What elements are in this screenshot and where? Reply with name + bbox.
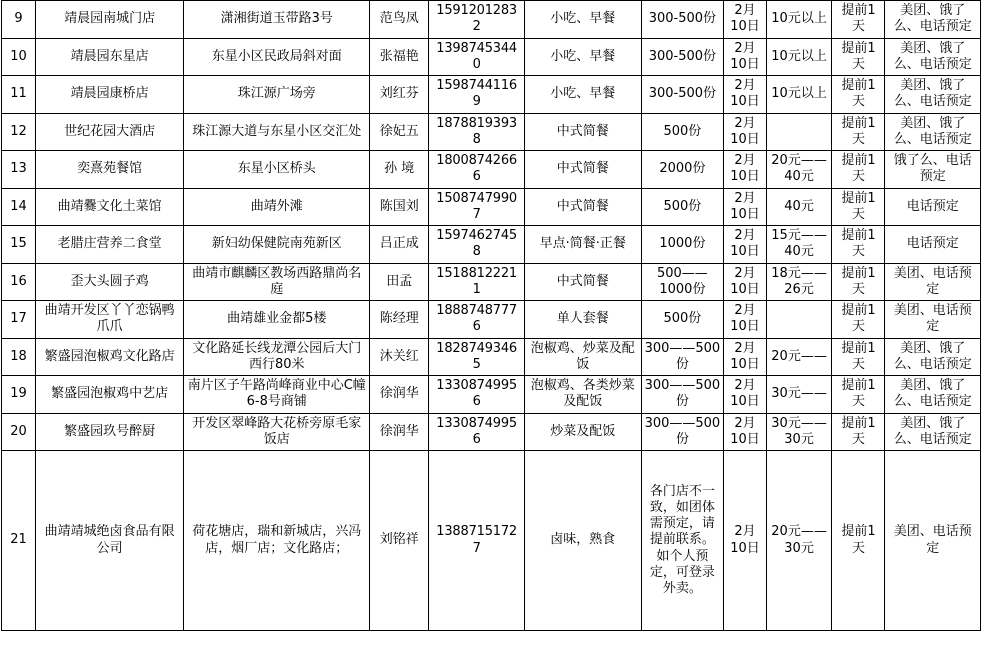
cell-store-name: 曲靖爨文化土菜馆 — [35, 188, 183, 226]
cell-phone: 18887487776 — [429, 301, 524, 339]
cell-supply-type: 早点·简餐·正餐 — [524, 226, 641, 264]
cell-store-name: 曲靖靖城绝卤食品有限公司 — [35, 451, 183, 631]
cell-price: 15元——40元 — [766, 226, 832, 264]
table-row — [2, 113, 981, 151]
cell-supply-type: 中式简餐 — [524, 151, 641, 189]
cell-contact: 陈经理 — [370, 301, 429, 339]
cell-date: 2月10日 — [724, 451, 766, 631]
cell-price: 10元以上 — [766, 76, 832, 114]
cell-order-method: 美团、饿了么、电话预定 — [885, 1, 981, 39]
cell-no: 20 — [2, 413, 36, 451]
cell-address: 珠江源大道与东星小区交汇处 — [184, 113, 370, 151]
cell-supply-amount: 300-500份 — [641, 38, 724, 76]
cell-supply-type: 中式简餐 — [524, 263, 641, 301]
cell-phone: 13987453440 — [429, 38, 524, 76]
cell-date: 2月10日 — [724, 113, 766, 151]
table-row — [2, 301, 981, 339]
cell-price: 10元以上 — [766, 1, 832, 39]
cell-order-method: 电话预定 — [885, 188, 981, 226]
cell-advance: 提前1天 — [832, 413, 885, 451]
cell-address: 曲靖市麒麟区教场西路鼎尚名庭 — [184, 263, 370, 301]
cell-phone: 18287493465 — [429, 338, 524, 376]
cell-phone: 18788193938 — [429, 113, 524, 151]
table-row — [2, 413, 981, 451]
cell-order-method: 美团、饿了么、电话预定 — [885, 38, 981, 76]
table-row — [2, 226, 981, 264]
cell-supply-amount: 300-500份 — [641, 76, 724, 114]
cell-supply-type: 泡椒鸡、各类炒菜及配饭 — [524, 376, 641, 414]
cell-contact: 孙 境 — [370, 151, 429, 189]
cell-order-method: 美团、饿了么、电话预定 — [885, 376, 981, 414]
cell-no: 19 — [2, 376, 36, 414]
cell-address: 东星小区民政局斜对面 — [184, 38, 370, 76]
cell-address: 珠江源广场旁 — [184, 76, 370, 114]
table-row — [2, 188, 981, 226]
table-row — [2, 1, 981, 39]
cell-advance: 提前1天 — [832, 38, 885, 76]
cell-date: 2月10日 — [724, 1, 766, 39]
cell-supply-amount: 300——500份 — [641, 413, 724, 451]
cell-address: 文化路延长线龙潭公园后大门西行80米 — [184, 338, 370, 376]
cell-advance: 提前1天 — [832, 1, 885, 39]
cell-phone: 15974627458 — [429, 226, 524, 264]
cell-no: 17 — [2, 301, 36, 339]
cell-price: 10元以上 — [766, 38, 832, 76]
cell-no: 21 — [2, 451, 36, 631]
cell-supply-type: 中式简餐 — [524, 188, 641, 226]
cell-supply-type: 泡椒鸡、炒菜及配饭 — [524, 338, 641, 376]
cell-supply-type: 小吃、早餐 — [524, 76, 641, 114]
cell-phone: 13308749956 — [429, 413, 524, 451]
cell-supply-amount: 2000份 — [641, 151, 724, 189]
cell-date: 2月10日 — [724, 301, 766, 339]
cell-date: 2月10日 — [724, 263, 766, 301]
cell-price: 20元——30元 — [766, 451, 832, 631]
cell-order-method: 美团、电话预定 — [885, 301, 981, 339]
cell-address: 东星小区桥头 — [184, 151, 370, 189]
cell-store-name: 世纪花园大酒店 — [35, 113, 183, 151]
cell-address: 曲靖雄业金都5楼 — [184, 301, 370, 339]
cell-no: 10 — [2, 38, 36, 76]
cell-address: 曲靖外滩 — [184, 188, 370, 226]
cell-advance: 提前1天 — [832, 226, 885, 264]
cell-date: 2月10日 — [724, 226, 766, 264]
cell-date: 2月10日 — [724, 76, 766, 114]
cell-advance: 提前1天 — [832, 338, 885, 376]
cell-supply-amount: 1000份 — [641, 226, 724, 264]
cell-store-name: 繁盛园玖号醉厨 — [35, 413, 183, 451]
cell-date: 2月10日 — [724, 376, 766, 414]
cell-price — [766, 301, 832, 339]
cell-order-method: 美团、饿了么、电话预定 — [885, 338, 981, 376]
cell-advance: 提前1天 — [832, 151, 885, 189]
cell-supply-amount: 500份 — [641, 188, 724, 226]
cell-store-name: 靖晨园南城门店 — [35, 1, 183, 39]
cell-supply-type: 小吃、早餐 — [524, 1, 641, 39]
cell-address: 南片区子午路尚峰商业中心C幢6-8号商铺 — [184, 376, 370, 414]
cell-price: 18元——26元 — [766, 263, 832, 301]
cell-phone: 18008742666 — [429, 151, 524, 189]
cell-no: 12 — [2, 113, 36, 151]
table-row — [2, 263, 981, 301]
cell-date: 2月10日 — [724, 413, 766, 451]
cell-phone: 15188122211 — [429, 263, 524, 301]
cell-date: 2月10日 — [724, 188, 766, 226]
cell-date: 2月10日 — [724, 151, 766, 189]
cell-store-name: 奕熹苑餐馆 — [35, 151, 183, 189]
cell-contact: 徐润华 — [370, 376, 429, 414]
cell-phone: 15987441169 — [429, 76, 524, 114]
cell-no: 14 — [2, 188, 36, 226]
cell-address: 潇湘街道玉带路3号 — [184, 1, 370, 39]
cell-order-method: 美团、电话预定 — [885, 263, 981, 301]
cell-supply-amount: 500份 — [641, 113, 724, 151]
cell-no: 15 — [2, 226, 36, 264]
cell-no: 11 — [2, 76, 36, 114]
restaurant-supply-table — [1, 0, 981, 631]
cell-price: 20元——40元 — [766, 151, 832, 189]
cell-supply-type: 中式简餐 — [524, 113, 641, 151]
cell-contact: 刘红芬 — [370, 76, 429, 114]
cell-advance: 提前1天 — [832, 263, 885, 301]
cell-price: 30元——30元 — [766, 413, 832, 451]
table-row — [2, 151, 981, 189]
cell-store-name: 靖晨园东星店 — [35, 38, 183, 76]
cell-address: 荷花塘店，瑞和新城店，兴冯店，烟厂店；文化路店； — [184, 451, 370, 631]
cell-advance: 提前1天 — [832, 451, 885, 631]
cell-phone: 15912012832 — [429, 1, 524, 39]
cell-supply-type: 小吃、早餐 — [524, 38, 641, 76]
cell-contact: 田孟 — [370, 263, 429, 301]
cell-contact: 吕正成 — [370, 226, 429, 264]
cell-advance: 提前1天 — [832, 188, 885, 226]
cell-no: 16 — [2, 263, 36, 301]
cell-contact: 刘铭祥 — [370, 451, 429, 631]
cell-date: 2月10日 — [724, 338, 766, 376]
cell-address: 开发区翠峰路大花桥旁原毛家饭店 — [184, 413, 370, 451]
cell-supply-type: 卤味，熟食 — [524, 451, 641, 631]
cell-advance: 提前1天 — [832, 376, 885, 414]
table-row — [2, 451, 981, 631]
cell-order-method: 电话预定 — [885, 226, 981, 264]
cell-phone: 13308749956 — [429, 376, 524, 414]
cell-phone: 13887151727 — [429, 451, 524, 631]
cell-store-name: 繁盛园泡椒鸡中艺店 — [35, 376, 183, 414]
cell-store-name: 繁盛园泡椒鸡文化路店 — [35, 338, 183, 376]
table-row — [2, 338, 981, 376]
cell-no: 13 — [2, 151, 36, 189]
cell-store-name: 歪大头圆子鸡 — [35, 263, 183, 301]
cell-order-method: 美团、饿了么、电话预定 — [885, 76, 981, 114]
table-row — [2, 376, 981, 414]
cell-price: 20元—— — [766, 338, 832, 376]
cell-address: 新妇幼保健院南苑新区 — [184, 226, 370, 264]
cell-date: 2月10日 — [724, 38, 766, 76]
cell-supply-type: 单人套餐 — [524, 301, 641, 339]
cell-no: 9 — [2, 1, 36, 39]
cell-supply-amount: 500份 — [641, 301, 724, 339]
cell-store-name: 曲靖开发区丫丫恋锅鸭爪爪 — [35, 301, 183, 339]
cell-store-name: 靖晨园康桥店 — [35, 76, 183, 114]
cell-supply-amount: 300——500份 — [641, 376, 724, 414]
cell-supply-amount: 各门店不一致，如团体需预定，请提前联系。如个人预定，可登录外卖。 — [641, 451, 724, 631]
cell-phone: 15087479907 — [429, 188, 524, 226]
cell-price: 40元 — [766, 188, 832, 226]
cell-advance: 提前1天 — [832, 113, 885, 151]
cell-order-method: 饿了么、电话预定 — [885, 151, 981, 189]
cell-contact: 陈国刘 — [370, 188, 429, 226]
cell-no: 18 — [2, 338, 36, 376]
cell-supply-type: 炒菜及配饭 — [524, 413, 641, 451]
cell-order-method: 美团、饿了么、电话预定 — [885, 113, 981, 151]
cell-contact: 徐妃五 — [370, 113, 429, 151]
cell-contact: 范鸟凤 — [370, 1, 429, 39]
cell-supply-amount: 300-500份 — [641, 1, 724, 39]
table-row — [2, 76, 981, 114]
cell-order-method: 美团、电话预定 — [885, 451, 981, 631]
table-body — [2, 1, 981, 631]
cell-store-name: 老腊庄营养二食堂 — [35, 226, 183, 264]
table-row — [2, 38, 981, 76]
cell-contact: 徐润华 — [370, 413, 429, 451]
cell-supply-amount: 300——500份 — [641, 338, 724, 376]
cell-advance: 提前1天 — [832, 76, 885, 114]
cell-contact: 沐关红 — [370, 338, 429, 376]
cell-supply-amount: 500——1000份 — [641, 263, 724, 301]
cell-price: 30元—— — [766, 376, 832, 414]
cell-price — [766, 113, 832, 151]
cell-order-method: 美团、饿了么、电话预定 — [885, 413, 981, 451]
cell-advance: 提前1天 — [832, 301, 885, 339]
cell-contact: 张福艳 — [370, 38, 429, 76]
